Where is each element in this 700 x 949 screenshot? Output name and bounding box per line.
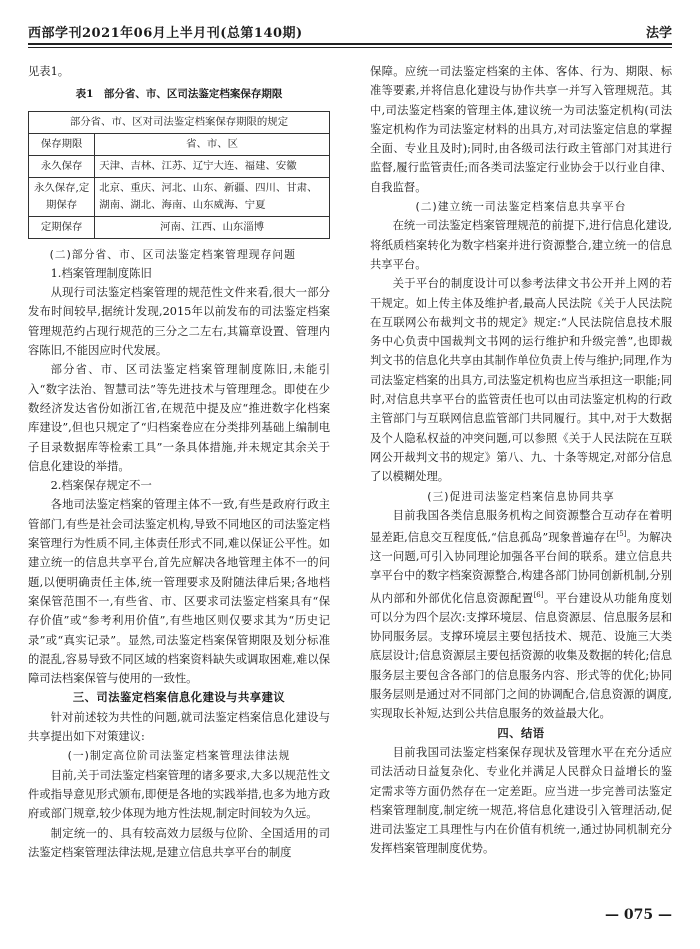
citation-ref[interactable]: [6] (533, 590, 544, 599)
text-run: 。平台建设从功能角度划可以分为四个层次:支撑环境层、信息资源层、信息服务层和协同服务层。支撑环境层主要包括技术、规范、设施三大类底层设计;信息资源层主要包括资源的收集及数据的转化;信息服务层主要包含各部门的信息服务内容、形式等的优化;协同服务层则是通过对不同部门之间的协调配合,信息资源的调度,实现取长补短,达到公共信息服务的效益最大化。 (370, 591, 672, 721)
body-paragraph (370, 506, 672, 724)
body-paragraph: 制定统一的、具有较高效力层级与位阶、全国适用的司法鉴定档案管理法律法规,是建立信息共享平台的制度 (28, 826, 330, 859)
table-row (29, 155, 330, 177)
citation-ref[interactable]: [5] (616, 530, 627, 539)
table-row (29, 111, 330, 133)
journal-title: 西部学刊2021年06月上半月刊(总第140期) (28, 26, 303, 41)
header-rule-thin (28, 47, 672, 48)
page-number: — 075 — (605, 907, 672, 923)
body-paragraph: 各地司法鉴定档案的管理主体不一致,有些是政府行政主管部门,有些是社会司法鉴定机构,导致不同地区的司法鉴定档案管理行为性质不同,主体责任形式不同,难以保证公平性。如建立统一的信息共享平台,首先应解决各地管理主体不一的问题,以便明确责任主体,统一管理要求及附随法律后果;各地档案保管范围不一,有些省、市、区要求司法鉴定档案具有“保存价值”或“参考利用价值”,有些地区则仅要求其为“历史记录”或“真实记录”。显然,司法鉴定档案保管期限及划分标准的混乱,容易导致不同区域的档案资料缺失或调取困难,难以保障司法档案保管与使用的一致性。 (28, 498, 330, 686)
table-row (29, 133, 330, 155)
subsection-heading: (三)促进司法鉴定档案信息协同共享 (427, 489, 615, 503)
body-paragraph: 目前,关于司法鉴定档案管理的诸多要求,大多以规范性文件或指导意见形式颁布,即便是各地的实践举措,也多为地方政府或部门规章,较少体现为地方性法规,制定时间较为久远。 (28, 768, 330, 821)
body-paragraph: 在统一司法鉴定档案管理规范的前提下,进行信息化建设,将纸质档案转化为数字档案并进行资源整合,建立统一的信息共享平台。 (370, 219, 672, 271)
table-cell-regions: 天津、吉林、江苏、辽宁大连、福建、安徽 (95, 155, 330, 177)
subsection-heading: (二)建立统一司法鉴定档案信息共享平台 (415, 200, 627, 214)
body-paragraph: 关于平台的制度设计可以参考法律文书公开并上网的若干规定。如上传主体及维护者,最高人民法院《关于人民法院在互联网公布裁判文书的规定》规定:“人民法院信息技术服务中心负责中国裁判文书网的运行维护和升级完善”,也即裁判文书的信息化共享由其制作单位负责上传与维护;同理,作为司法鉴定档案的出具方,司法鉴定机构也应当承担这一职能;同时,对信息共享平台的监管责任也可以由司法鉴定机构的行政主管部门与互联网信息监管部门共同履行。其中,对于大数据及个人隐私权益的冲突问题,可以参照《关于人民法院在互联网公开裁判文书的规定》第八、九、十条等规定,对部分信息了以模糊处理。 (370, 277, 672, 484)
table-col-header: 保存期限 (29, 133, 95, 155)
table-col-header: 省、市、区 (95, 133, 330, 155)
retention-table (28, 111, 330, 239)
table-cell-term: 永久保存,定期保存 (29, 177, 95, 216)
running-header (28, 20, 672, 42)
body-paragraph: 目前我国司法鉴定档案保存现状及管理水平在充分适应司法活动日益复杂化、专业化并满足人民群众日益增长的鉴定需求等方面仍然存在一定差距。应当进一步完善司法鉴定档案管理制度,制定统一规范,将信息化建设引入管理活动,促进司法鉴定工具理性与内在价值有机统一,通过协同机制充分发挥档案管理制度优势。 (370, 745, 672, 856)
subsection-heading: (二)部分省、市、区司法鉴定档案管理现存问题 (49, 247, 296, 261)
body-paragraph: 从现行司法鉴定档案管理的规范性文件来看,很大一部分发布时间较早,据统计发现,2015年以前发布的司法鉴定档案管理规范约占现行规范的三分之二左右,其篇章设置、管理内容陈旧,不能因应时代发展。 (28, 286, 330, 358)
body-paragraph: 保障。应统一司法鉴定档案的主体、客体、行为、期限、标准等要素,并将信息化建设与协作共享一并写入管理规范。其中,司法鉴定档案的管理主体,建议统一为司法鉴定机构(司法鉴定机构作为司法鉴定材料的出具方,对司法鉴定信息的掌握全面、专业且及时);同时,由各级司法行政主管部门对其进行监督,履行监管责任;而各类司法鉴定行业协会于以行业自律、自我监督。 (370, 65, 672, 194)
table-row (29, 216, 330, 238)
left-column (28, 62, 330, 862)
body-paragraph: 部分省、市、区司法鉴定档案管理制度陈旧,未能引入“数字法治、智慧司法”等先进技术与管理理念。即使在少数经济发达省份如浙江省,在规范中提及应“推进数字化档案库建设”,但也只规定了“归档案卷应在分类排列基础上编制电子目录数据库等检索工具”一条具体措施,并未规定其余关于信息化建设的举措。 (28, 363, 330, 473)
table-cell-regions: 河南、江西、山东淄博 (95, 216, 330, 238)
text-run: 。为解决这一问题,可引入协同理论加强各平台间的联系。建立信息共享平台中的数字档案资源整合,构建各部门协同创新机制,分别从内部和外部优化信息资源配置 (370, 530, 672, 605)
subsection-heading: (一)制定高位阶司法鉴定档案管理法律法规 (67, 749, 291, 763)
table-cell-term: 定期保存 (29, 216, 95, 238)
item-heading: 2.档案保存规定不一 (50, 479, 152, 493)
table-span-header: 部分省、市、区对司法鉴定档案保存期限的规定 (29, 111, 330, 133)
right-column (370, 62, 672, 859)
item-heading: 1.档案管理制度陈旧 (50, 266, 152, 280)
text-run: 目前我国各类信息服务机构之间资源整合互动存在着明显差距,信息交互程度低,“信息孤岛”现象普遍存在 (370, 508, 672, 544)
table-row (29, 177, 330, 216)
section-label: 法学 (645, 26, 672, 41)
table-caption: 表1 部分省、市、区司法鉴定档案保存期限 (75, 88, 283, 101)
section-heading: 三、司法鉴定档案信息化建设与共享建议 (72, 690, 286, 705)
section-heading: 四、结语 (497, 725, 545, 740)
body-paragraph: 针对前述较为共性的问题,就司法鉴定档案信息化建设与共享提出如下对策建议: (28, 710, 330, 744)
paragraph-fragment: 见表1。 (28, 65, 70, 78)
table-cell-term: 永久保存 (29, 155, 95, 177)
header-rule-thick (28, 43, 672, 45)
table-cell-regions: 北京、重庆、河北、山东、新疆、四川、甘肃、湖南、湖北、海南、山东威海、宁夏 (95, 177, 330, 216)
